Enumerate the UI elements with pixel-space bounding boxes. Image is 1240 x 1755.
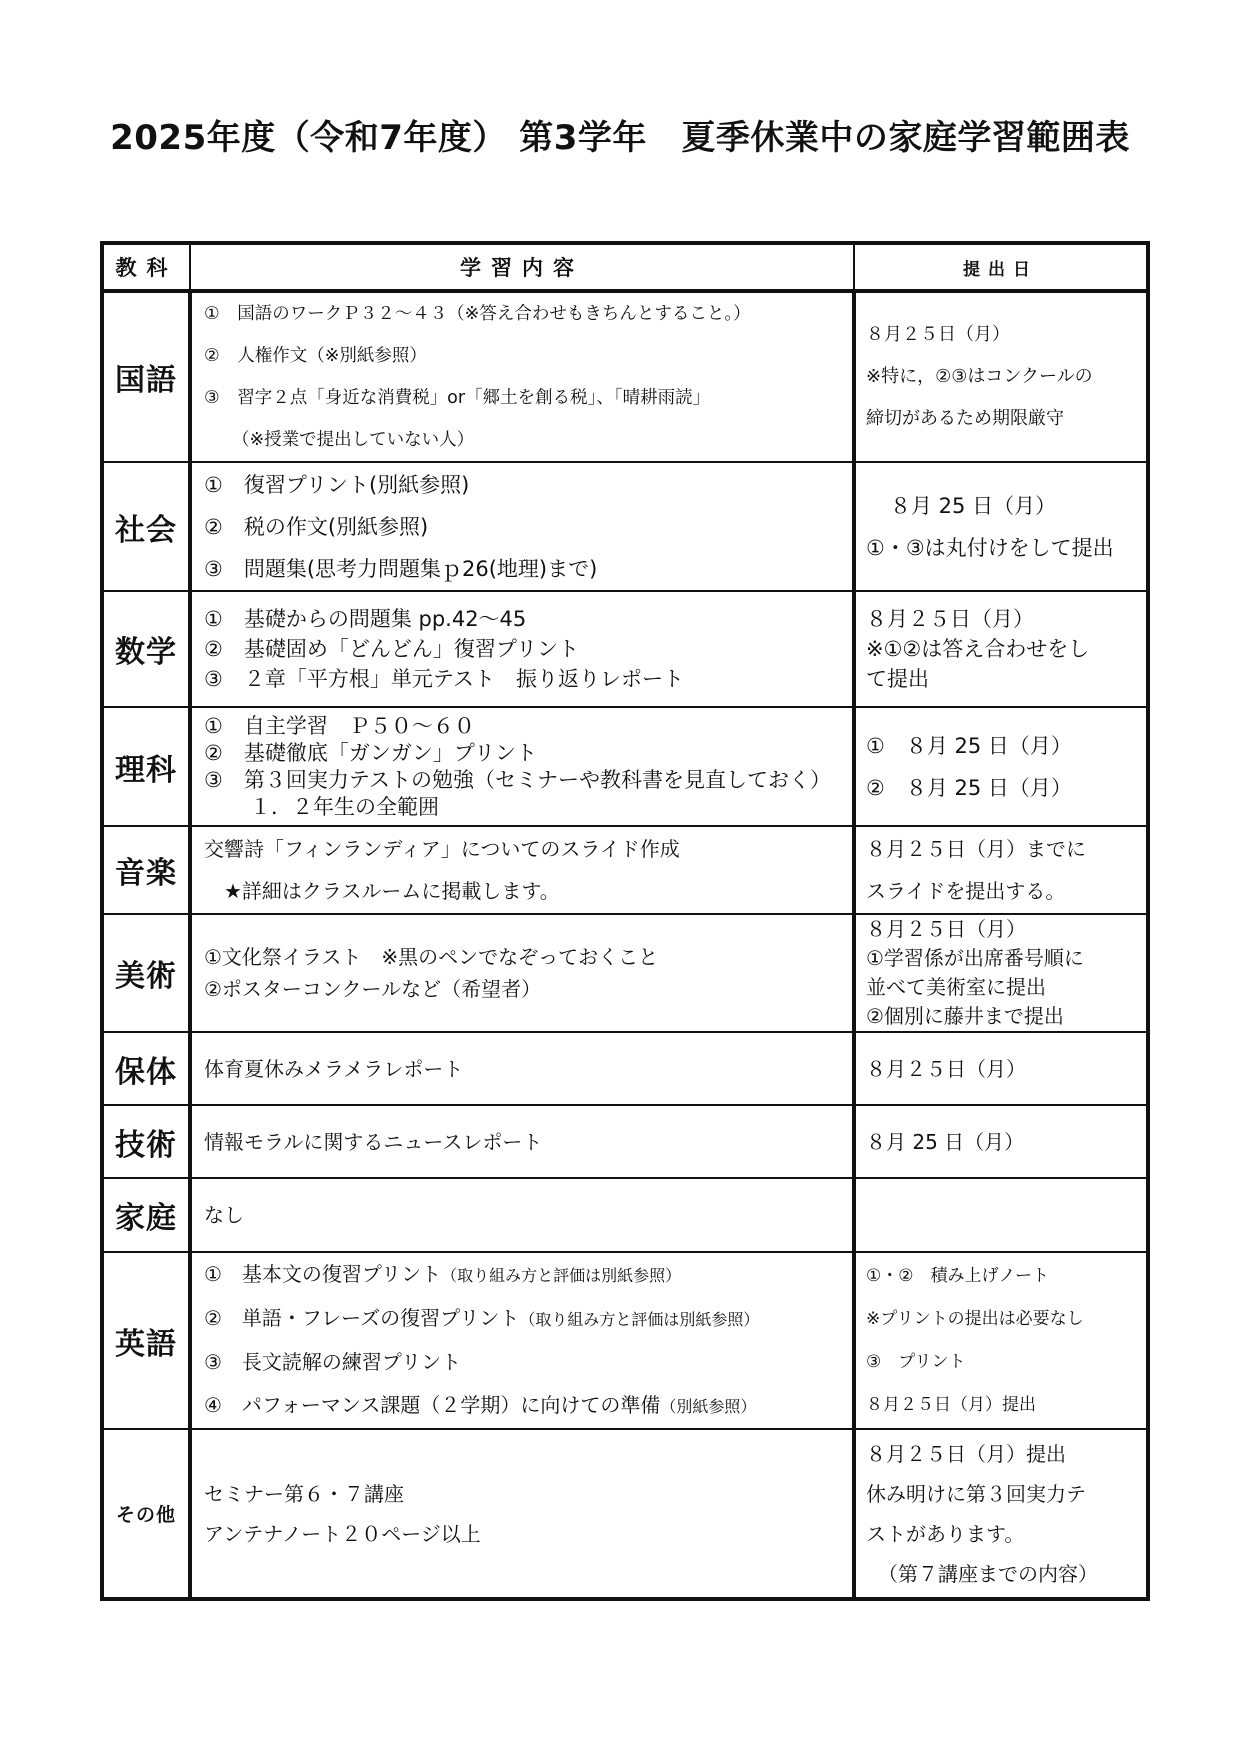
due-cell [854,1429,1148,1599]
due-line: スライドを提出する。 [866,879,1066,903]
subject-cell: 家庭 [102,1178,190,1252]
content-line [204,1341,842,1384]
content-cell [190,591,854,707]
content-line: ② 人権作文（※別紙参照） [204,346,427,366]
table-row [102,1429,1148,1599]
subject-cell: 理科 [102,707,190,826]
table-header-row [102,243,1148,291]
page-title: 2025年度（令和7年度） 第3学年 夏季休業中の家庭学習範囲表 [110,118,1130,158]
content-line: ③ 習字２点「身近な消費税」or「郷土を創る税」、「晴耕雨読」 [204,388,711,408]
table-row [102,591,1148,707]
header-content: 学習内容 [190,243,854,291]
due-line: ８月２５日（月） [866,607,1034,631]
content-line: ② 基礎固め「どんどん」復習プリント [204,637,579,661]
due-line: ８月２５日（月） [866,917,1026,941]
content-main: ① 基本文の復習プリント [204,1262,442,1286]
content-cell [190,1032,854,1105]
homework-schedule-table [100,241,1150,1601]
content-line: ② 税の作文(別紙参照) [204,514,429,539]
content-line [204,1384,842,1428]
due-line: ８月２５日（月）提出 [866,1441,1066,1466]
content-cell [190,707,854,826]
subject-cell: 美術 [102,914,190,1032]
due-line: ①・③は丸付けをして提出 [866,535,1114,560]
due-line: ８月２５日（月） [866,1056,1026,1081]
due-line: ①学習係が出席番号順に [866,946,1084,970]
table-row [102,1178,1148,1252]
due-line: ① ８月 25 日（月） [866,733,1072,758]
content-line: ②ポスターコンクールなど（希望者） [204,977,542,1001]
content-line: セミナー第６・７講座 [204,1481,404,1506]
content-cell [190,1178,854,1252]
content-line [204,1297,842,1341]
due-line: ８月 25 日（月） [866,1129,1025,1154]
subject-cell: 国語 [102,291,190,462]
content-main: ② 単語・フレーズの復習プリント [204,1306,520,1330]
due-cell [854,1032,1148,1105]
due-cell [854,1105,1148,1178]
content-line: 交響詩「フィンランディア」についてのスライド作成 [204,837,680,861]
due-line: ② ８月 25 日（月） [866,775,1072,800]
header-due: 提出日 [854,243,1148,291]
subject-cell: 保体 [102,1032,190,1105]
content-line: アンテナノート２０ページ以上 [204,1521,481,1546]
content-cell [190,462,854,591]
due-line: ※プリントの提出は必要なし [866,1308,1084,1329]
subject-cell: 社会 [102,462,190,591]
subject-cell: 数学 [102,591,190,707]
due-cell [854,291,1148,462]
content-main: ④ パフォーマンス課題（２学期）に向けての準備 [204,1393,661,1417]
due-cell [854,707,1148,826]
due-line: 締切があるため期限厳守 [866,408,1064,429]
content-main: ③ 長文読解の練習プリント [204,1350,462,1374]
table-row [102,707,1148,826]
content-line: ①文化祭イラスト ※黒のペンでなぞっておくこと [204,945,659,969]
table-row [102,1105,1148,1178]
content-note: （取り組み方と評価は別紙参照） [441,1266,682,1285]
due-cell [854,1178,1148,1252]
subject-cell: その他 [102,1429,190,1599]
content-line: ② 基礎徹底「ガンガン」プリント [204,740,537,765]
table-row [102,462,1148,591]
content-line: ③ 問題集(思考力問題集ｐ26(地理)まで) [204,556,598,581]
due-line: ８月２５日（月）までに [866,837,1086,861]
due-cell [854,826,1148,914]
content-line: ① 国語のワークＰ３２～４３（※答え合わせもきちんとすること。） [204,304,751,324]
content-line: ③ ２章「平方根」単元テスト 振り返りレポート [204,667,684,691]
content-line: なし [204,1203,244,1227]
due-line: ※特に，②③はコンクールの [866,366,1093,387]
content-cell [190,826,854,914]
table-row [102,291,1148,462]
content-note: （取り組み方と評価は別紙参照） [519,1310,760,1329]
content-cell [190,914,854,1032]
content-line: ① 基礎からの問題集 pp.42～45 [204,607,527,631]
due-line: ストがあります。 [866,1521,1025,1546]
table-row [102,914,1148,1032]
content-line: ③ 第３回実力テストの勉強（セミナーや教科書を見直しておく） [204,767,831,792]
subject-cell: 英語 [102,1252,190,1429]
table-row [102,826,1148,914]
content-line [204,1253,842,1297]
header-subject: 教科 [102,243,190,291]
due-line: ８月２５日（月）提出 [866,1394,1036,1415]
content-line: １．２年生の全範囲 [250,794,439,819]
content-cell [190,291,854,462]
subject-cell: 技術 [102,1105,190,1178]
content-cell [190,1105,854,1178]
due-line: 休み明けに第３回実力テ [866,1481,1086,1506]
content-line: 情報モラルに関するニュースレポート [204,1129,543,1154]
due-line: ②個別に藤井まで提出 [866,1004,1064,1028]
content-cell [190,1252,854,1429]
due-cell [854,462,1148,591]
due-line: ８月 25 日（月） [890,493,1057,518]
subject-cell: 音楽 [102,826,190,914]
due-line: （第７講座までの内容） [878,1561,1098,1586]
due-line: 並べて美術室に提出 [866,975,1046,999]
due-cell [854,914,1148,1032]
content-line: ★詳細はクラスルームに掲載します。 [224,879,560,903]
content-line: （※授業で提出していない人） [232,430,475,450]
due-cell [854,591,1148,707]
content-note: （別紙参照） [660,1397,757,1416]
content-line: 体育夏休みメラメラレポート [204,1056,464,1081]
table-row [102,1252,1148,1429]
due-line: て提出 [866,667,929,691]
due-line: ※①②は答え合わせをし [866,637,1090,661]
content-cell [190,1429,854,1599]
due-line: ８月２５日（月） [866,324,1010,345]
due-cell [854,1252,1148,1429]
due-line: ③ プリント [866,1351,966,1372]
content-line: ① 自主学習 Ｐ５０～６０ [204,713,475,738]
content-line: ① 復習プリント(別紙参照) [204,472,470,497]
due-line: ①・② 積み上げノート [866,1265,1049,1286]
table-row [102,1032,1148,1105]
